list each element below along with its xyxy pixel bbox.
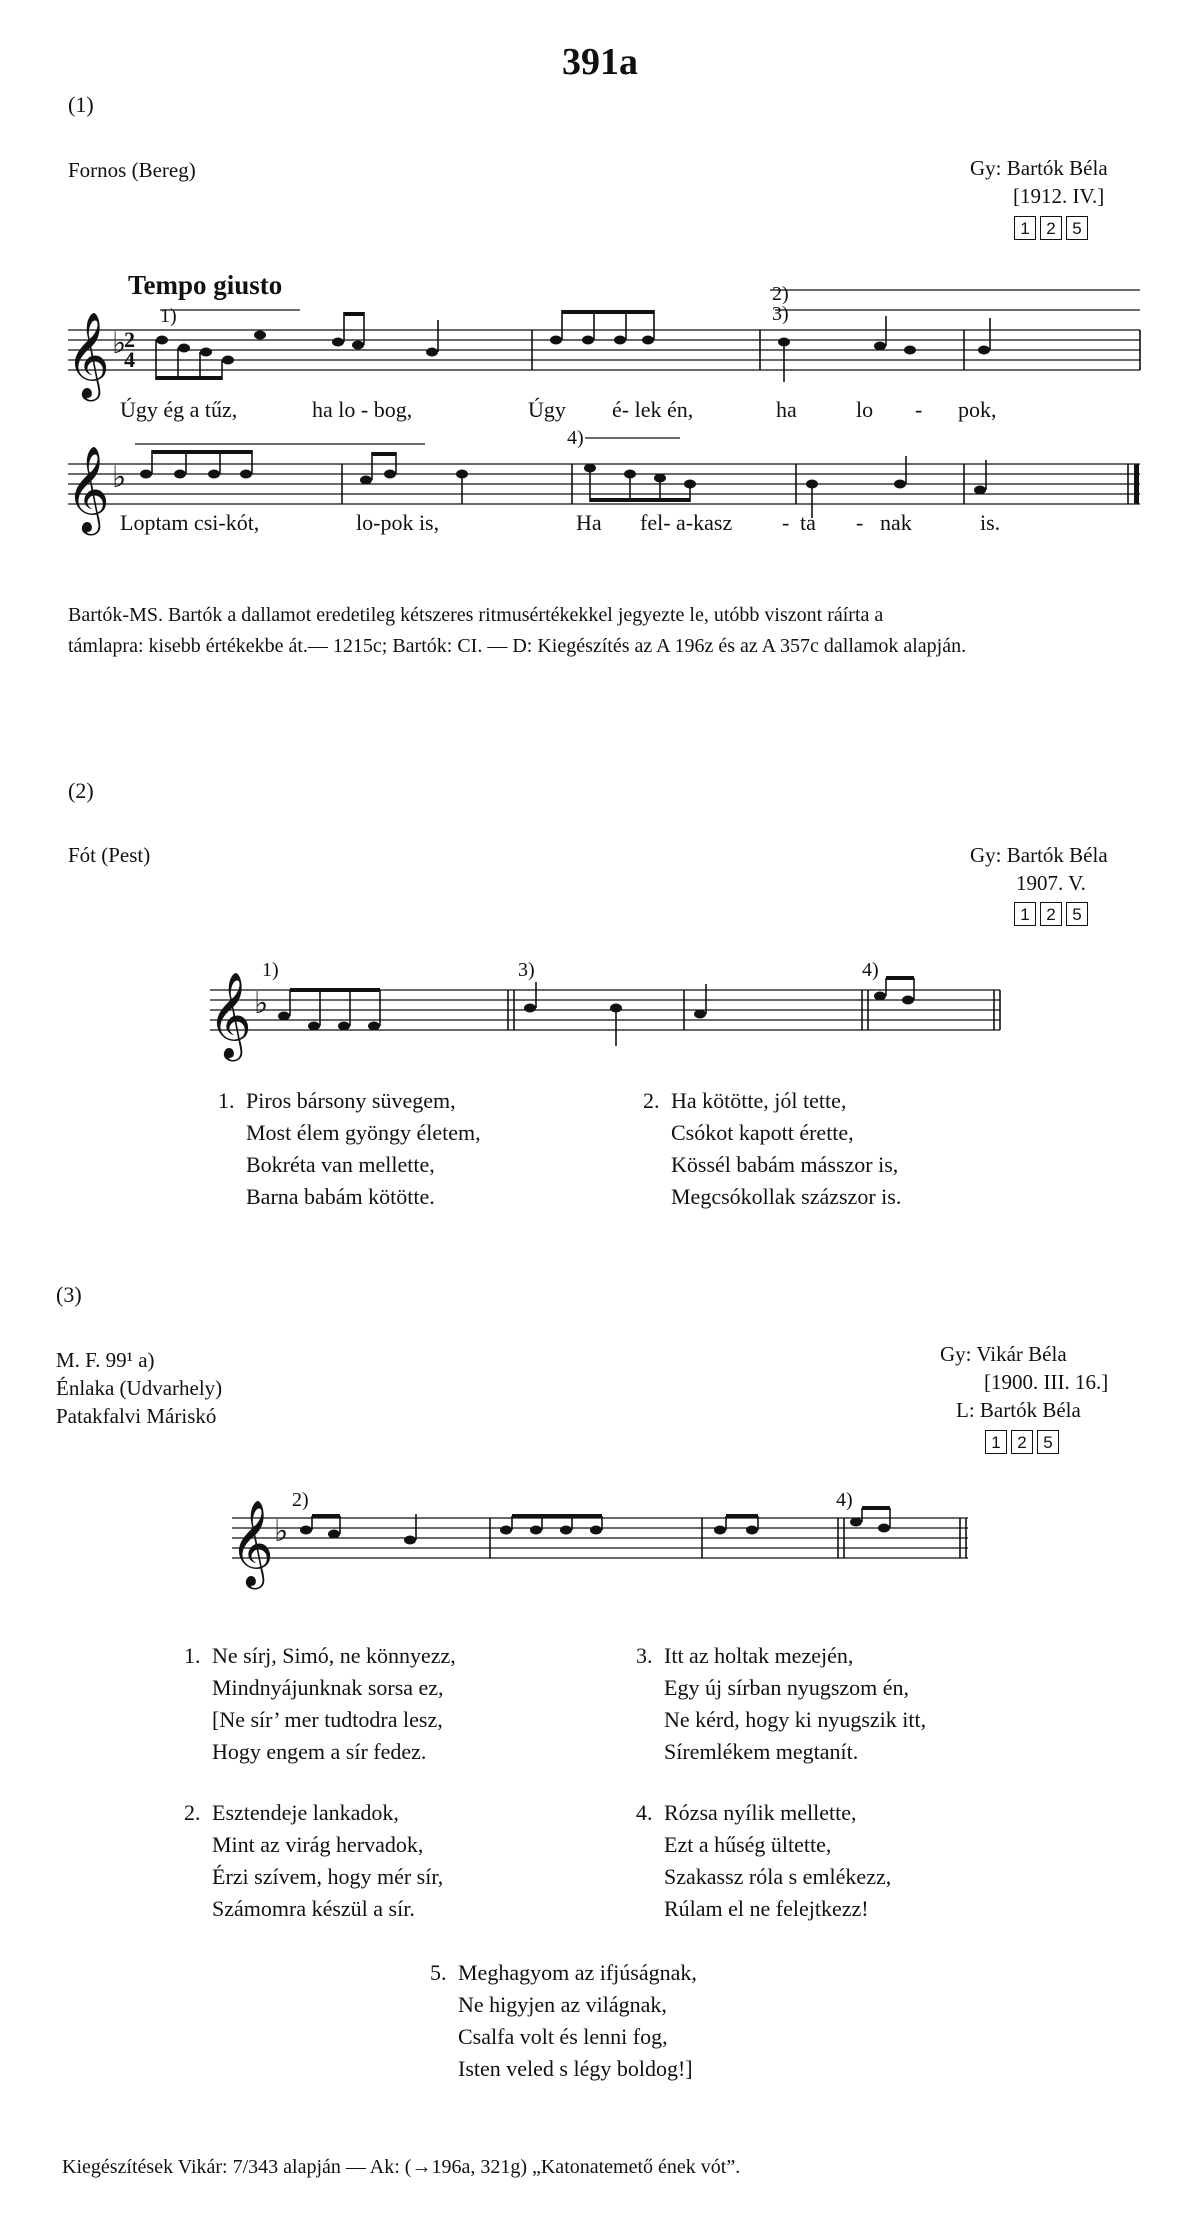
verse-block [430,1957,697,2085]
verse-line: Szakassz róla s emlékezz, [664,1864,892,1889]
section-3-ref-line: Patakfalvi Máriskó [56,1404,217,1428]
verse-line: Isten veled s légy boldog!] [458,2056,693,2081]
verse-number: 3. [636,1643,653,1668]
section-3-collector: Gy: Vikár Béla [940,1342,1067,1366]
verse-number: 2. [184,1800,201,1825]
verse-line: Számomra készül a sír. [212,1896,415,1921]
category-box: 2 [1040,902,1062,926]
mark-1: 1) [160,305,177,327]
verse-line: Bokréta van mellette, [246,1152,435,1177]
verse-line: Csókot kapott érette, [671,1120,854,1145]
verse-line: Megcsókollak százszor is. [671,1184,902,1209]
section-3-staff [0,1478,1200,1586]
section-3-date: [1900. III. 16.] [984,1370,1109,1394]
verse-line: Érzi szívem, hogy mér sír, [212,1864,444,1889]
lyric-syllable: Ha [576,510,602,535]
lyric-syllable: ha lo - bog, [312,397,413,422]
section-2-number: (2) [68,778,94,803]
verse-block [184,1640,456,1768]
section-1-date: [1912. IV.] [1013,184,1105,208]
verse-line: Rózsa nyílik mellette, [664,1800,857,1825]
verse-line: Hogy engem a sír fedez. [212,1739,427,1764]
verse-line: Egy új sírban nyugszom én, [664,1675,910,1700]
verse-number: 1. [218,1088,235,1113]
flat-icon: ♭ [254,986,269,1021]
category-box: 1 [1014,902,1036,926]
verse-line: Piros bársony süvegem, [246,1088,456,1113]
flat-icon: ♭ [112,326,127,361]
verse-line: Ha kötötte, jól tette, [671,1088,847,1113]
lyric-syllable: - [782,510,790,535]
lyric-syllable: - [915,397,923,422]
mark-4: 4) [836,1489,853,1511]
category-box: 5 [1037,1430,1059,1454]
treble-clef-icon: 𝄞 [208,972,252,1058]
treble-clef-icon: 𝄞 [66,312,110,398]
lyric-syllable: lo-pok is, [356,510,440,535]
verse-line: Ezt a hűség ültette, [664,1832,832,1857]
section-1-collector: Gy: Bartók Béla [970,156,1108,180]
section-2-staff [0,950,1200,1060]
note-line: Bartók-MS. Bartók a dallamot eredetileg kétszeres ritmusértékekkel jegyezte le, utóbb viszont ráírta a [68,604,884,626]
lyric-syllable: nak [880,510,912,535]
section-2-collector: Gy: Bartók Béla [970,843,1108,867]
verse-line: Ne kérd, hogy ki nyugszik itt, [664,1707,927,1732]
verse-line: Most élem gyöngy életem, [246,1120,481,1145]
flat-icon: ♭ [274,1514,289,1549]
section-3-ref-line: M. F. 99¹ a) [56,1348,155,1372]
mark-4: 4) [862,959,879,981]
category-box: 1 [985,1430,1007,1454]
verse-number: 4. [636,1800,653,1825]
section-2-date: 1907. V. [1016,871,1086,895]
lyric-syllable: Úgy [528,397,566,422]
category-box: 5 [1066,902,1088,926]
verse-line: Síremlékem megtanít. [664,1739,859,1764]
category-box: 2 [1040,216,1062,240]
section-1-number: (1) [68,92,94,117]
treble-clef-icon: 𝄞 [66,446,110,532]
lyric-syllable: Úgy ég a tűz, [120,397,238,422]
page-title: 391a [562,41,638,83]
mark-3: 3) [772,303,789,325]
section-1-category-boxes [1014,216,1088,240]
time-signature-bottom: 4 [124,347,135,372]
verse-line: [Ne sír’ mer tudtodra lesz, [212,1707,443,1732]
verse-line: Itt az holtak mezején, [664,1643,854,1668]
verse-block [218,1085,481,1213]
category-box: 5 [1066,216,1088,240]
time-signature-top: 2 [124,327,135,352]
category-box: 2 [1011,1430,1033,1454]
verse-number: 1. [184,1643,201,1668]
mark-2: 2) [292,1489,309,1511]
section-3-number: (3) [56,1282,82,1307]
lyric-syllable: is. [980,510,1001,535]
verse-line: Mindnyájunknak sorsa ez, [212,1675,444,1700]
verse-line: Mint az virág hervadok, [212,1832,424,1857]
lyric-syllable: ta [800,510,816,535]
flat-icon: ♭ [112,460,127,495]
lyric-syllable: é- lek én, [612,397,694,422]
tempo-marking: Tempo giusto [128,270,283,300]
mark-1: 1) [262,959,279,981]
section-2-category-boxes [1014,902,1088,926]
section-1-note [68,600,1138,662]
lyric-syllable: lo [856,397,874,422]
verse-line: Barna babám kötötte. [246,1184,435,1209]
treble-clef-icon: 𝄞 [230,1500,274,1586]
verse-block [643,1085,901,1213]
mark-4: 4) [567,427,584,449]
page-footer: Kiegészítések Vikár: 7/343 alapján — Ak: (→196a, 321g) „Katonatemető ének vót”. [62,2156,741,2178]
verse-line: Esztendeje lankadok, [212,1800,399,1825]
section-2-place: Fót (Pest) [68,843,151,867]
verse-line: Csalfa volt és lenni fog, [458,2024,668,2049]
lyric-syllable: ha [776,397,797,422]
section-3-ref-line: Énlaka (Udvarhely) [56,1376,223,1400]
verse-number: 2. [643,1088,660,1113]
mark-3: 3) [518,959,535,981]
verse-line: Ne higyjen az világnak, [458,1992,667,2017]
verse-line: Meghagyom az ifjúságnak, [458,1960,697,1985]
verse-line: Kössél babám másszor is, [671,1152,899,1177]
lyric-syllable: Loptam csi-kót, [120,510,260,535]
category-box: 1 [1014,216,1036,240]
lyric-syllable: pok, [958,397,997,422]
verse-line: Rúlam el ne felejtkezz! [664,1896,869,1921]
section-1-place: Fornos (Bereg) [68,158,196,182]
verse-number: 5. [430,1960,447,1985]
verse-block [636,1640,926,1768]
verse-block [184,1797,443,1925]
verse-line: Ne sírj, Simó, ne könnyezz, [212,1643,456,1668]
lyric-syllable: fel- a-kasz [640,510,733,535]
mark-2: 2) [772,283,789,305]
section-3-transcriber: L: Bartók Béla [956,1398,1081,1422]
verse-block [636,1797,891,1925]
note-line: támlapra: kisebb értékekbe át.— 1215c; Bartók: CI. — D: Kiegészítés az A 196z és az A 357c dallamok alapján. [68,635,967,657]
lyric-syllable: - [856,510,864,535]
section-3-category-boxes [985,1430,1059,1454]
